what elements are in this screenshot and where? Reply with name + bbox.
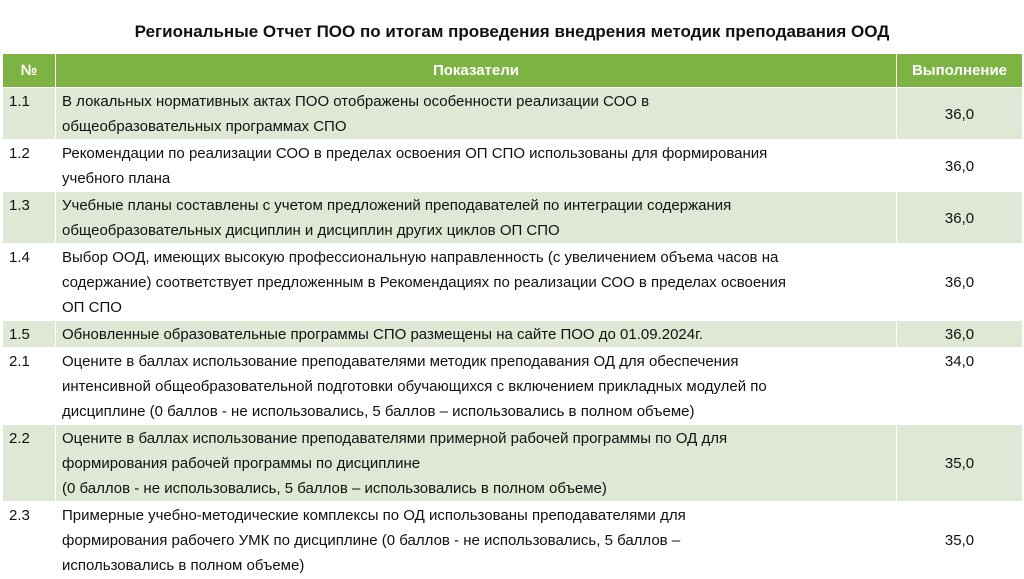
header-indicators: Показатели [56,54,897,88]
indicator-text-line: содержание) соответствует предложенным в Рекомендациях по реализации СОО в пределах освоения [62,274,786,291]
row-indicator [56,244,897,321]
indicator-text-line: интенсивной общеобразовательной подготовки обучающихся с включением прикладных модулей по [62,378,767,395]
row-indicator [56,88,897,140]
indicator-text-line: Оцените в баллах использование преподавателями методик преподавания ОД для обеспечения [62,353,739,370]
row-result-value: 35,0 [897,425,1023,502]
row-number: 1.3 [3,192,56,244]
row-indicator [56,425,897,502]
table-row [3,425,1023,502]
table-row [3,88,1023,140]
indicator-text-line: Учебные планы составлены с учетом предложений преподавателей по интеграции содержания [62,197,732,214]
row-indicator [56,192,897,244]
indicator-text-line: Обновленные образовательные программы СПО размещены на сайте ПОО до 01.09.2024г. [62,326,703,343]
row-number: 1.4 [3,244,56,321]
indicator-text-line: использовались в полном объеме) [62,557,305,574]
indicator-text-line: общеобразовательных программах СПО [62,118,347,135]
table-header-row [3,54,1023,88]
row-number: 1.2 [3,140,56,192]
indicator-text-line: формирования рабочего УМК по дисциплине (0 баллов - не использовались, 5 баллов – [62,532,681,549]
indicator-text-line: формирования рабочей программы по дисциплине [62,455,421,472]
row-result-value: 35,0 [897,502,1023,579]
row-number: 2.3 [3,502,56,579]
row-indicator [56,348,897,425]
row-result-value: 36,0 [897,321,1023,348]
row-indicator [56,140,897,192]
indicator-text-line: Выбор ООД, имеющих высокую профессиональную направленность (с увеличением объема часов на [62,249,779,266]
indicator-text-line: (0 баллов - не использовались, 5 баллов – использовались в полном объеме) [62,480,607,497]
row-indicator [56,321,897,348]
report-table [2,53,1023,579]
indicator-text-line: ОП СПО [62,299,122,316]
row-number: 1.1 [3,88,56,140]
row-number: 2.2 [3,425,56,502]
row-number: 2.1 [3,348,56,425]
indicator-text-line: Рекомендации по реализации СОО в пределах освоения ОП СПО использованы для формирования [62,145,768,162]
table-row [3,321,1023,348]
indicator-text-line: дисциплине (0 баллов - не использовались, 5 баллов – использовались в полном объеме) [62,403,695,420]
row-result-value: 34,0 [897,348,1023,425]
row-result-value: 36,0 [897,140,1023,192]
row-result-value: 36,0 [897,244,1023,321]
table-row [3,140,1023,192]
header-number: № [3,54,56,88]
row-result-value: 36,0 [897,88,1023,140]
indicator-text-line: учебного плана [62,170,171,187]
page-title: Региональные Отчет ПОО по итогам проведения внедрения методик преподавания ООД [134,22,890,41]
table-row [3,502,1023,579]
row-indicator [56,502,897,579]
table-row [3,192,1023,244]
table-body [3,88,1023,579]
indicator-text-line: общеобразовательных дисциплин и дисциплин других циклов ОП СПО [62,222,560,239]
indicator-text-line: Примерные учебно-методические комплексы по ОД использованы преподавателями для [62,507,686,524]
indicator-text-line: Оцените в баллах использование преподавателями примерной рабочей программы по ОД для [62,430,728,447]
indicator-text-line: В локальных нормативных актах ПОО отображены особенности реализации СОО в [62,93,650,110]
table-row [3,348,1023,425]
header-result: Выполнение [897,54,1023,88]
row-result-value: 36,0 [897,192,1023,244]
row-number: 1.5 [3,321,56,348]
table-row [3,244,1023,321]
